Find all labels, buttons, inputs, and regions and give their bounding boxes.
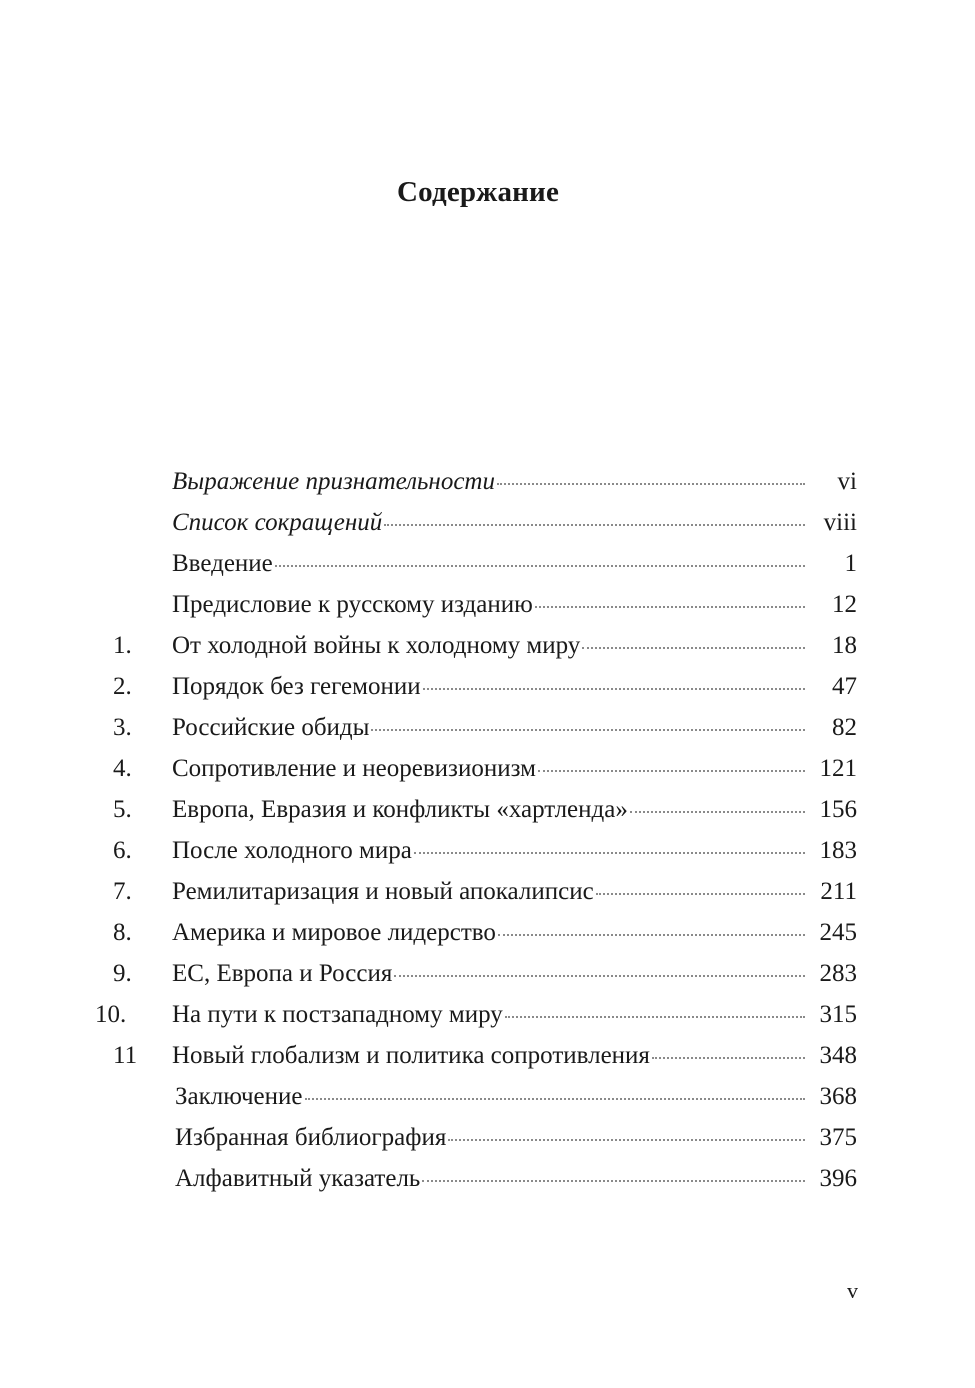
toc-leader-dots bbox=[394, 973, 805, 977]
toc-entry bbox=[175, 1124, 813, 1152]
toc-row[interactable] bbox=[95, 994, 857, 1035]
toc-row[interactable] bbox=[95, 748, 857, 789]
toc-leader-dots bbox=[630, 809, 805, 813]
toc-chapter-number: 11 bbox=[113, 1041, 138, 1069]
toc-leader-dots bbox=[275, 563, 805, 567]
toc-title: Избранная библиография bbox=[175, 1123, 447, 1151]
toc-row[interactable] bbox=[95, 1076, 857, 1117]
toc-leader-dots bbox=[535, 604, 805, 608]
toc-title: От холодной войны к холодному миру bbox=[172, 631, 581, 659]
toc-chapter-number: 2. bbox=[113, 672, 132, 700]
toc-page-number: 348 bbox=[819, 1041, 857, 1069]
toc-entry bbox=[175, 1165, 813, 1193]
toc-leader-dots bbox=[498, 932, 805, 936]
toc-chapter-number: 6. bbox=[113, 836, 132, 864]
table-of-contents bbox=[95, 461, 857, 1199]
toc-page-number: 12 bbox=[832, 590, 857, 618]
toc-title: Сопротивление и неоревизионизм bbox=[172, 754, 536, 782]
toc-chapter-number: 5. bbox=[113, 795, 132, 823]
toc-page-number: 211 bbox=[820, 877, 857, 905]
toc-leader-dots bbox=[652, 1055, 805, 1059]
toc-leader-dots bbox=[422, 1178, 805, 1182]
toc-leader-dots bbox=[582, 645, 805, 649]
toc-page-number: 183 bbox=[819, 836, 857, 864]
toc-title: Выражение признательности bbox=[172, 467, 495, 495]
toc-leader-dots bbox=[538, 768, 805, 772]
toc-leader-dots bbox=[505, 1014, 805, 1018]
toc-page-number: 121 bbox=[819, 754, 857, 782]
toc-row[interactable] bbox=[95, 461, 857, 502]
toc-leader-dots bbox=[423, 686, 805, 690]
toc-page-number: 1 bbox=[844, 549, 857, 577]
toc-title: После холодного мира bbox=[172, 836, 412, 864]
toc-title: Список сокращений bbox=[172, 508, 383, 536]
toc-title: Америка и мировое лидерство bbox=[172, 918, 496, 946]
toc-title: Заключение bbox=[175, 1082, 303, 1110]
toc-entry bbox=[172, 632, 813, 660]
toc-row[interactable] bbox=[95, 912, 857, 953]
toc-page-number: 396 bbox=[819, 1164, 857, 1192]
toc-leader-dots bbox=[414, 850, 805, 854]
toc-page-number: 315 bbox=[819, 1000, 857, 1028]
toc-page-number: 375 bbox=[819, 1123, 857, 1151]
toc-title: Предисловие к русскому изданию bbox=[172, 590, 533, 618]
toc-title: ЕС, Европа и Россия bbox=[172, 959, 393, 987]
toc-chapter-number: 1. bbox=[113, 631, 132, 659]
toc-page-number: 82 bbox=[832, 713, 857, 741]
toc-entry bbox=[172, 1042, 813, 1070]
toc-title: Российские обиды bbox=[172, 713, 370, 741]
toc-leader-dots bbox=[371, 727, 805, 731]
toc-page-number: 245 bbox=[819, 918, 857, 946]
toc-entry bbox=[172, 509, 813, 537]
toc-row[interactable] bbox=[95, 871, 857, 912]
toc-row[interactable] bbox=[95, 584, 857, 625]
toc-row[interactable] bbox=[95, 789, 857, 830]
toc-leader-dots bbox=[384, 522, 805, 526]
toc-entry bbox=[175, 1083, 813, 1111]
toc-row[interactable] bbox=[95, 543, 857, 584]
toc-title: Ремилитаризация и новый апокалипсис bbox=[172, 877, 594, 905]
toc-chapter-number: 10. bbox=[95, 1000, 127, 1028]
toc-row[interactable] bbox=[95, 625, 857, 666]
toc-chapter-number: 3. bbox=[113, 713, 132, 741]
toc-entry bbox=[172, 468, 813, 496]
toc-entry bbox=[172, 755, 813, 783]
toc-page-number: vi bbox=[837, 467, 857, 495]
toc-row[interactable] bbox=[95, 1117, 857, 1158]
toc-entry bbox=[172, 796, 813, 824]
toc-page-number: 156 bbox=[819, 795, 857, 823]
toc-entry bbox=[172, 960, 813, 988]
toc-chapter-number: 4. bbox=[113, 754, 132, 782]
toc-title: Введение bbox=[172, 549, 273, 577]
toc-row[interactable] bbox=[95, 502, 857, 543]
toc-page-number: 18 bbox=[832, 631, 857, 659]
toc-title: На пути к постзападному миру bbox=[172, 1000, 503, 1028]
toc-leader-dots bbox=[448, 1137, 805, 1141]
toc-entry bbox=[172, 673, 813, 701]
toc-entry bbox=[172, 1001, 813, 1029]
toc-leader-dots bbox=[497, 481, 805, 485]
toc-page-number: 47 bbox=[832, 672, 857, 700]
toc-row[interactable] bbox=[95, 830, 857, 871]
toc-title: Алфавитный указатель bbox=[175, 1164, 421, 1192]
toc-chapter-number: 7. bbox=[113, 877, 132, 905]
toc-chapter-number: 8. bbox=[113, 918, 132, 946]
toc-page-number: 283 bbox=[819, 959, 857, 987]
toc-title: Европа, Евразия и конфликты «хартленда» bbox=[172, 795, 628, 823]
toc-page-number: 368 bbox=[819, 1082, 857, 1110]
toc-entry bbox=[172, 591, 813, 619]
toc-entry bbox=[172, 919, 813, 947]
toc-row[interactable] bbox=[95, 1035, 857, 1076]
toc-chapter-number: 9. bbox=[113, 959, 132, 987]
page-title: Содержание bbox=[396, 176, 560, 208]
toc-row[interactable] bbox=[95, 666, 857, 707]
toc-entry bbox=[172, 550, 813, 578]
page-number: v bbox=[847, 1278, 858, 1303]
toc-page-number: viii bbox=[823, 508, 857, 536]
toc-row[interactable] bbox=[95, 953, 857, 994]
toc-entry bbox=[172, 878, 813, 906]
toc-row[interactable] bbox=[95, 1158, 857, 1199]
toc-title: Новый глобализм и политика сопротивления bbox=[172, 1041, 650, 1069]
toc-row[interactable] bbox=[95, 707, 857, 748]
toc-entry bbox=[172, 837, 813, 865]
toc-title: Порядок без гегемонии bbox=[172, 672, 421, 700]
toc-entry bbox=[172, 714, 813, 742]
toc-leader-dots bbox=[596, 891, 805, 895]
toc-leader-dots bbox=[305, 1096, 806, 1100]
